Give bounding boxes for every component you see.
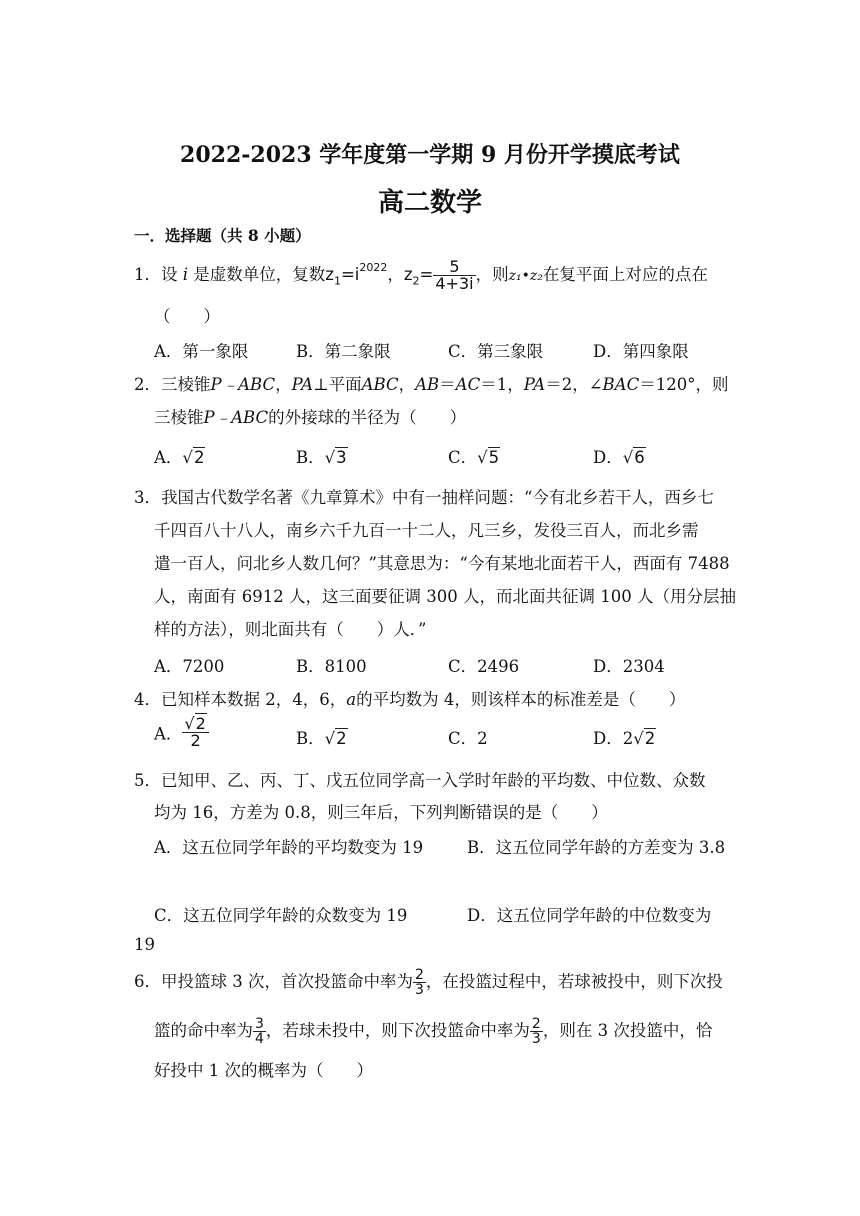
q1-text-2: 是虚数单位，复数 [193, 265, 326, 284]
q1-separator: ， [387, 265, 404, 284]
q4-a-fraction: $\frac{√2}{2}$ [182, 716, 208, 749]
q3-option-d[interactable]: D．2304 [593, 657, 665, 676]
q4-option-c[interactable]: C．2 [448, 729, 488, 748]
q5-option-d[interactable]: D．这五位同学年龄的中位数变为 [467, 906, 712, 925]
question-2-stem-line-1: 2．三棱锥P﹣ABC，PA⊥平面ABC，AB＝AC＝1，PA＝2，∠BAC＝120°，则 [134, 375, 729, 394]
question-3-line-4: 人，南面有 6912 人，这三面要征调 300 人，而北面共征调 100 人（用分层抽 [154, 587, 736, 606]
question-5-line-1: 5．已知甲、乙、丙、丁、戊五位同学高一入学时年龄的平均数、中位数、众数 [134, 771, 706, 790]
q1-z2: $z_2=$ [403, 265, 434, 288]
q6-fraction-2-3-b: $\frac{2}{3}$ [531, 1016, 541, 1047]
sqrt-symbol: √2 [324, 729, 347, 748]
q3-option-a[interactable]: A．7200 [154, 657, 225, 676]
q1-product: z₁•z₂ [508, 268, 543, 284]
question-5-line-2: 均为 16，方差为 0.8，则三年后，下列判断错误的是（ ） [154, 803, 608, 822]
q1-number: 1． [134, 265, 161, 284]
question-3-line-2: 千四百八十八人，南乡六千九百一十二人，凡三乡，发役三百人，而北乡需 [154, 521, 699, 540]
question-6-line-3: 好投中 1 次的概率为（ ） [154, 1061, 373, 1080]
q1-answer-paren: （ ） [154, 307, 220, 326]
q1-option-b[interactable]: B．第二象限 [296, 342, 391, 361]
q4-option-b[interactable]: B．√2 [296, 729, 347, 748]
question-2-stem-line-2: 三棱锥P﹣ABC的外接球的半径为（ ） [154, 408, 467, 427]
q2-option-a[interactable]: A．√2 [154, 448, 205, 467]
q1-z1: $z_1=i^{2022}$ [325, 261, 388, 288]
q1-text-1: 设 [161, 265, 178, 284]
q4-option-d[interactable]: D．2√2 [593, 729, 656, 748]
q1-text-4: 在复平面上对应的点在 [542, 265, 708, 284]
q6-fraction-2-3: $\frac{2}{3}$ [415, 967, 424, 998]
sqrt-symbol: √3 [324, 448, 347, 467]
q1-z2-fraction: $\frac{5}{4+3i}$ [435, 257, 474, 293]
q6-fraction-3-4: $\frac{3}{4}$ [255, 1016, 264, 1047]
q5-option-a[interactable]: A．这五位同学年龄的平均数变为 19 [154, 838, 424, 857]
exam-title: 2022-2023 学年度第一学期 9 月份开学摸底考试 [180, 142, 680, 168]
question-3-line-1: 3．我国古代数学名著《九章算术》中有一抽样问题：“今有北乡若干人，西乡七 [134, 488, 714, 507]
question-4-stem: 4．已知样本数据 2，4，6，a的平均数为 4，则该样本的标准差是（ ） [134, 690, 686, 709]
q4-option-a[interactable]: A． $\frac{√2}{2}$ [154, 716, 209, 749]
q3-option-c[interactable]: C．2496 [448, 657, 520, 676]
q1-option-c[interactable]: C．第三象限 [448, 342, 544, 361]
subject-title: 高二数学 [377, 188, 482, 218]
q1-option-d[interactable]: D．第四象限 [593, 342, 689, 361]
q5-option-b[interactable]: B．这五位同学年龄的方差变为 3.8 [467, 838, 726, 857]
q2-option-b[interactable]: B．√3 [296, 448, 347, 467]
q5-option-c[interactable]: C．这五位同学年龄的众数变为 19 [154, 906, 408, 925]
question-6-line-2: 篮的命中率为 $\frac{3}{4}$ ，若球未投中，则下次投篮命中率为 $\frac{2}{3}$ ，则在 3 次投篮中，恰 [154, 1016, 713, 1047]
q1-option-a[interactable]: A．第一象限 [154, 342, 249, 361]
question-3-line-3: 遣一百人，问北乡人数几何？”其意思为：“今有某地北面若干人，西面有 7488 [154, 554, 730, 573]
sqrt-symbol: √6 [622, 448, 645, 467]
q1-imag-unit: i [182, 265, 189, 284]
question-1-stem [134, 259, 708, 292]
sqrt-symbol: √2 [633, 729, 656, 748]
q2-option-c[interactable]: C．√5 [448, 448, 500, 467]
sqrt-symbol: √2 [182, 448, 205, 467]
q1-text-3: ，则 [475, 265, 509, 284]
question-6-line-1: 6．甲投篮球 3 次，首次投篮命中率为 $\frac{2}{3}$ ，在投篮过程中，若球被投中，则下次投 [134, 967, 723, 998]
section-heading: 一．选择题（共 8 小题） [134, 226, 311, 245]
question-3-line-5: 样的方法），则北面共有（ ）人．” [154, 620, 427, 639]
q2-option-d[interactable]: D．√6 [593, 448, 645, 467]
sqrt-symbol: √5 [477, 448, 500, 467]
q3-option-b[interactable]: B．8100 [296, 657, 367, 676]
q5-option-d-wrap: 19 [134, 935, 155, 954]
